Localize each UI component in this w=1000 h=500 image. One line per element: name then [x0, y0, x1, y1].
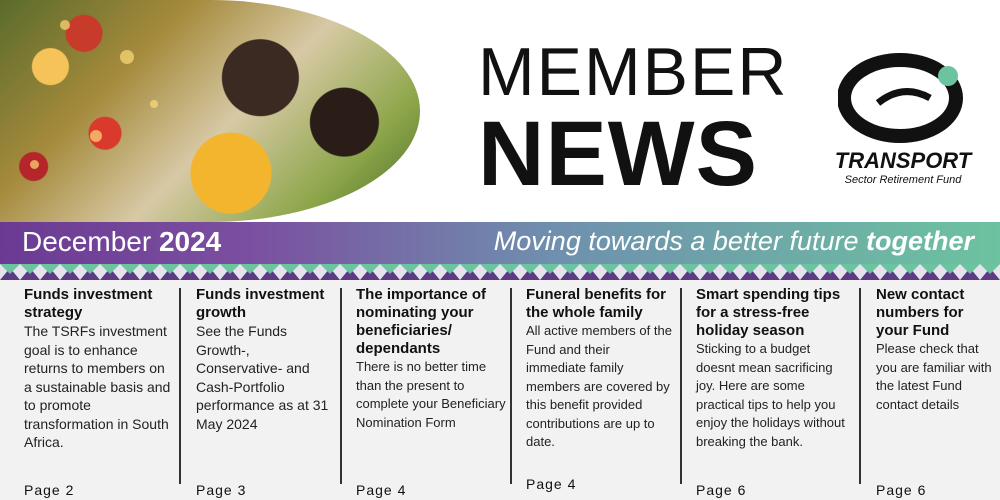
article-contact-numbers[interactable]	[876, 286, 994, 500]
article-title: Smart spending tips for a stress-free holiday season	[696, 286, 841, 339]
date-band	[0, 222, 1000, 264]
article-page: Page 6	[696, 482, 747, 498]
column-divider	[340, 288, 342, 484]
articles-section	[0, 280, 1000, 500]
hero	[0, 0, 1000, 222]
masthead-member: MEMBER	[478, 34, 789, 110]
column-divider	[179, 288, 181, 484]
fund-logo[interactable]	[828, 48, 978, 198]
article-page: Page 2	[24, 482, 75, 498]
masthead-news: NEWS	[478, 103, 758, 205]
tagline: Moving towards a better future together	[493, 226, 974, 256]
article-funeral-benefits[interactable]	[526, 286, 672, 500]
swirl-logo-icon	[838, 48, 968, 148]
article-page: Page 4	[356, 482, 407, 498]
article-body: All active members of the Fund and their immediate family members are covered by this benefit provided contributions are up to date.	[526, 323, 672, 449]
article-body: Please check that you are familiar with the latest Fund contact details	[876, 341, 992, 412]
article-page: Page 3	[196, 482, 247, 498]
family-photo	[0, 0, 420, 222]
article-title: Funeral benefits for the whole family	[526, 286, 667, 321]
article-investment-strategy[interactable]	[24, 286, 172, 500]
article-title: New contact numbers for your Fund	[876, 286, 965, 339]
issue-date: December 2024	[22, 226, 222, 257]
article-page: Page 4	[526, 476, 577, 492]
decorative-zigzag-border	[0, 264, 1000, 280]
article-smart-spending[interactable]	[696, 286, 846, 500]
article-title: Funds investment strategy	[24, 286, 153, 321]
logo-subtitle: Sector Retirement Fund	[844, 174, 962, 186]
article-body: There is no better time than the present to complete your Beneficiary Nomination Form	[356, 359, 506, 430]
article-body: Sticking to a budget doesnt mean sacrificing joy. Here are some practical tips to help you enjoy the holidays without breaking the bank.	[696, 341, 845, 449]
article-body: See the Funds Growth-, Conservative- and Cash-Portfolio performance as at 31 May 2024	[196, 323, 329, 432]
article-title: The importance of nominating your beneficiaries/ dependants	[356, 286, 487, 357]
column-divider	[680, 288, 682, 484]
article-page: Page 6	[876, 482, 927, 498]
article-nominating-beneficiaries[interactable]	[356, 286, 506, 500]
column-divider	[859, 288, 861, 484]
logo-name: TRANSPORT	[834, 148, 972, 173]
article-body: The TSRFs investment goal is to enhance returns to members on a sustainable basis and to promote transformation in South Africa.	[24, 323, 171, 450]
article-investment-growth[interactable]	[196, 286, 336, 500]
column-divider	[510, 288, 512, 484]
article-title: Funds investment growth	[196, 286, 325, 321]
